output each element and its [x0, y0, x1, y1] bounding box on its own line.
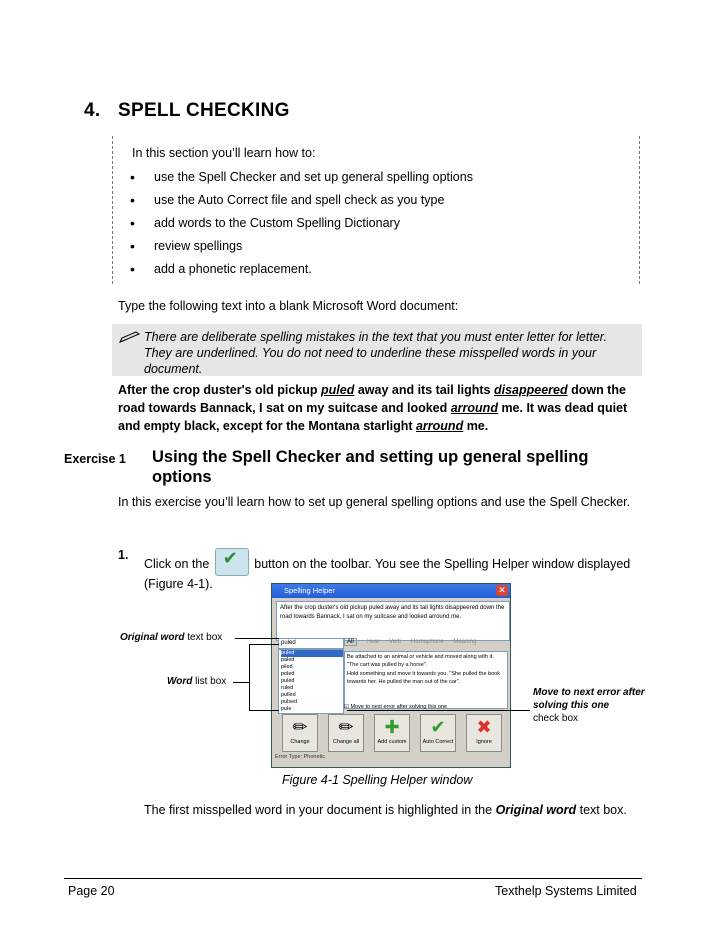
definition: Hold something and move it towards you. "She pulled the book towards her. He pulled the man out of the car". [347, 671, 500, 685]
action-buttons [278, 714, 504, 750]
spell-check-icon [215, 548, 249, 576]
objective-item: • add a phonetic replacement. [128, 262, 473, 285]
objective-item: • use the Auto Correct file and spell check as you type [128, 193, 473, 216]
objectives-list [128, 170, 473, 285]
section-heading [84, 100, 290, 122]
callout-line [249, 644, 250, 710]
misspelled-word: arround [450, 401, 498, 415]
change-button[interactable]: ✏ Change [282, 714, 318, 752]
callout-original-word: Original word text box [120, 632, 223, 643]
tab-meaning[interactable]: Meaning [453, 639, 477, 645]
objectives-intro: In this section you’ll learn how to: [132, 146, 316, 160]
pencil-icon [118, 330, 142, 344]
note-box [112, 324, 642, 376]
list-item[interactable]: piled [281, 664, 293, 670]
footer-company: Texthelp Systems Limited [495, 884, 637, 898]
checkmark-icon: ✔ [430, 717, 446, 737]
list-item[interactable]: ruled [281, 685, 294, 691]
objective-item: • use the Spell Checker and set up general spelling options [128, 170, 473, 193]
pencil-icon: ✏ [338, 717, 354, 737]
word-listbox[interactable] [278, 649, 344, 714]
list-item[interactable]: paled [281, 657, 295, 663]
callout-word-list: Word list box [167, 676, 227, 687]
x-icon: ✖ [476, 717, 492, 737]
tab-hear[interactable]: Hear [366, 639, 380, 645]
sample-text-part: away and its tail lights [354, 383, 494, 397]
note-text: There are deliberate spelling mistakes in the text that you must enter letter for letter. They are underlined. You do not need to underline these misspelled words in your document. [144, 330, 607, 376]
add-custom-button[interactable]: ✚ Add custom [374, 714, 410, 752]
move-next-checkbox[interactable]: ☑ Move to next error after solving this one [344, 704, 448, 710]
change-all-button[interactable]: ✏ Change all [328, 714, 364, 752]
list-item[interactable]: pule [281, 706, 292, 712]
definition-tabs [344, 639, 504, 649]
window-title: Spelling Helper [272, 584, 510, 598]
objectives-box [112, 136, 640, 284]
ignore-button[interactable]: ✖ Ignore [466, 714, 502, 752]
original-word-textbox[interactable]: puled [278, 638, 344, 649]
callout-line [347, 710, 530, 711]
callout-line [249, 644, 279, 645]
step-text-after: button on the toolbar. You see the Spelling Helper window displayed (Figure 4-1). [144, 557, 631, 591]
definition: Be attached to an animal or vehicle and moved along with it. "The cart was pulled by a horse". [347, 654, 494, 668]
pencil-icon: ✏ [292, 717, 308, 737]
callout-line [233, 682, 249, 683]
sample-text-part: me. It was dead quiet and empty black, except for the Montana starlight [118, 401, 628, 433]
after-figure-text: The first misspelled word in your document is highlighted in the Original word text box. [144, 803, 627, 817]
callout-line [235, 638, 279, 639]
tab-all[interactable]: All [344, 638, 357, 646]
sample-text-part: me. [463, 419, 489, 433]
spelling-helper-window [271, 583, 511, 768]
exercise-label: Exercise 1 [64, 452, 126, 466]
callout-move-next: Move to next error after solving this one check box [533, 687, 645, 724]
tab-verb[interactable]: Verb [389, 639, 402, 645]
list-item[interactable]: pulled [281, 692, 296, 698]
step-text-before: Click on the [144, 557, 210, 571]
context-text-box[interactable]: After the crop duster's old pickup puled away and its tail lights disappeered down the road towards Bannack, I sat on my suitcase and looked arround me. [276, 601, 510, 641]
auto-correct-button[interactable]: ✔ Auto Correct [420, 714, 456, 752]
misspelled-word: arround [415, 419, 464, 433]
list-item[interactable]: poled [281, 671, 295, 677]
sample-text [118, 381, 643, 435]
section-title: SPELL CHECKING [118, 100, 290, 121]
footer-divider [64, 878, 642, 879]
add-icon: ✚ [384, 717, 400, 737]
misspelled-word: puled [321, 383, 355, 397]
status-bar: Error Type: Phonetic [275, 754, 326, 760]
exercise-intro: In this exercise you’ll learn how to set up general spelling options and use the Spell Checker. [118, 495, 631, 509]
list-item[interactable]: puled [281, 678, 295, 684]
definitions-box[interactable] [344, 651, 508, 709]
page-number: Page 20 [68, 884, 115, 898]
callout-line [249, 710, 279, 711]
objective-item: • review spellings [128, 239, 473, 262]
figure-caption: Figure 4-1 Spelling Helper window [282, 773, 473, 787]
instruction-text: Type the following text into a blank Microsoft Word document: [118, 299, 459, 313]
list-item[interactable]: puled [281, 650, 343, 657]
sample-text-part: After the crop duster's old pickup [118, 383, 321, 397]
step-number: 1. [118, 548, 129, 562]
objective-item: • add words to the Custom Spelling Dictionary [128, 216, 473, 239]
checkbox-label: Move to next error after solving this one [350, 704, 448, 710]
section-number: 4. [84, 100, 101, 121]
tab-homophone[interactable]: Homophone [411, 639, 444, 645]
misspelled-word: disappeered [493, 383, 568, 397]
exercise-title: Using the Spell Checker and setting up general spelling options [152, 448, 589, 486]
sample-text-part: down the road towards Bannack, I sat on my suitcase and looked [118, 383, 626, 415]
close-icon[interactable]: ✕ [496, 585, 508, 596]
list-item[interactable]: pulsed [281, 699, 298, 705]
